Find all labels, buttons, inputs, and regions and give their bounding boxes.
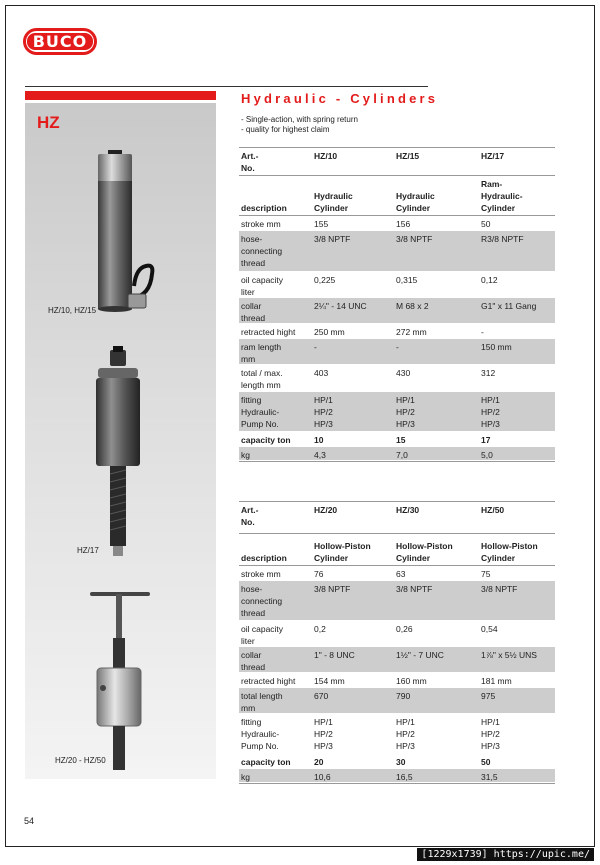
table-row — [239, 339, 555, 365]
table-cell: 30 — [396, 757, 406, 767]
table-cell: 150 mm — [481, 342, 512, 352]
table-cell: 3/8 NPTF — [396, 584, 433, 594]
table-cell: HP/1 HP/2 HP/3 — [314, 395, 333, 429]
table-bottom-rule — [239, 783, 555, 784]
table-cell: 312 — [481, 368, 496, 378]
table-cell: HP/1 HP/2 HP/3 — [396, 717, 415, 751]
row-label: capacity ton — [241, 757, 291, 767]
table-cell: HZ/15 — [396, 151, 420, 161]
table-cell: 154 mm — [314, 676, 345, 686]
table-row — [239, 754, 555, 769]
table-row — [239, 769, 555, 783]
table-cell: 0,26 — [396, 624, 413, 634]
table-row — [239, 714, 555, 754]
table-cell: 7,0 — [396, 450, 408, 460]
table-cell: 790 — [396, 691, 411, 701]
feature-item: - Single-action, with spring return — [241, 115, 358, 124]
table-cell: - — [314, 342, 317, 352]
table-cell: 1" - 8 UNC — [314, 650, 355, 660]
table-row — [239, 231, 555, 272]
row-label: collar thread — [241, 650, 266, 672]
table-cell: 160 mm — [396, 676, 427, 686]
table-cell: 1½" - 7 UNC — [396, 650, 444, 660]
feature-list — [241, 115, 358, 135]
image-caption-hz20: HZ/20 - HZ/50 — [55, 756, 106, 765]
row-label: stroke mm — [241, 569, 281, 579]
table-cell: 0,2 — [314, 624, 326, 634]
table-row — [239, 324, 555, 339]
table-row — [239, 566, 555, 581]
table-cell: 155 — [314, 219, 329, 229]
page-title: Hydraulic - Cylinders — [241, 91, 439, 106]
header-rule — [25, 86, 428, 87]
table-row — [239, 534, 555, 566]
table-cell: 975 — [481, 691, 496, 701]
row-label: stroke mm — [241, 219, 281, 229]
table-cell: 403 — [314, 368, 329, 378]
row-label: capacity ton — [241, 435, 291, 445]
table-row — [239, 216, 555, 231]
table-row — [239, 176, 555, 216]
table-cell: 10,6 — [314, 772, 331, 782]
table-cell: 3/8 NPTF — [314, 234, 351, 244]
table-cell: HP/1 HP/2 HP/3 — [481, 717, 500, 751]
cylinder-hz20-image — [85, 588, 165, 778]
table-cell: 156 — [396, 219, 411, 229]
table-cell: 17 — [481, 435, 491, 445]
spec-table-hz20-hz50 — [239, 501, 555, 784]
table-cell: 250 mm — [314, 327, 345, 337]
row-label: description — [241, 203, 287, 213]
watermark: [1229x1739] https://upic.me/ — [417, 848, 594, 861]
table-cell: HZ/30 — [396, 505, 420, 515]
table-cell: 50 — [481, 757, 491, 767]
row-label: collar thread — [241, 301, 266, 323]
table-cell: M 68 x 2 — [396, 301, 429, 311]
table-cell: 31,5 — [481, 772, 498, 782]
red-accent-bar — [25, 91, 216, 100]
table-cell: HP/1 HP/2 HP/3 — [314, 717, 333, 751]
table-cell: 15 — [396, 435, 406, 445]
table-cell: G1" x 11 Gang — [481, 301, 537, 311]
table-cell: HZ/50 — [481, 505, 505, 515]
table-cell: 0,225 — [314, 275, 336, 285]
spec-table-hz10-hz17 — [239, 147, 555, 462]
row-label: fitting Hydraulic- Pump No. — [241, 395, 280, 429]
table-bottom-rule — [239, 461, 555, 462]
feature-item: - quality for highest claim — [241, 125, 330, 134]
table-cell: R3/8 NPTF — [481, 234, 524, 244]
table-cell: Hollow-Piston Cylinder — [396, 541, 453, 563]
row-label: Art.- No. — [241, 505, 259, 527]
row-label: ram length mm — [241, 342, 282, 364]
row-label: kg — [241, 450, 250, 460]
table-row — [239, 581, 555, 621]
row-label: hose- connecting thread — [241, 234, 283, 268]
table-cell: Hydraulic Cylinder — [314, 191, 353, 213]
table-cell: 63 — [396, 569, 406, 579]
buco-logo — [23, 28, 97, 55]
row-label: Art.- No. — [241, 151, 259, 173]
table-cell: 0,12 — [481, 275, 498, 285]
row-label: retracted hight — [241, 327, 296, 337]
table-cell: 1⅞" x 5½ UNS — [481, 650, 537, 660]
row-label: retracted hight — [241, 676, 296, 686]
table-row — [239, 432, 555, 447]
row-label: total length mm — [241, 691, 283, 713]
table-cell: 430 — [396, 368, 411, 378]
table-cell: HZ/17 — [481, 151, 505, 161]
table-header-row — [239, 148, 555, 176]
section-tag: HZ — [37, 113, 60, 132]
image-caption-hz17: HZ/17 — [77, 546, 99, 555]
table-cell: HZ/10 — [314, 151, 338, 161]
table-cell: Hydraulic Cylinder — [396, 191, 435, 213]
logo-text: BUCO — [27, 33, 94, 50]
table-row — [239, 447, 555, 461]
table-cell: 2¼" - 14 UNC — [314, 301, 367, 311]
table-header-row — [239, 502, 555, 534]
table-row — [239, 298, 555, 324]
table-cell: 20 — [314, 757, 324, 767]
table-row — [239, 647, 555, 673]
row-label: hose- connecting thread — [241, 584, 283, 618]
table-cell: 5,0 — [481, 450, 493, 460]
table-cell: 3/8 NPTF — [481, 584, 518, 594]
table-cell: 4,3 — [314, 450, 326, 460]
table-cell: HP/1 HP/2 HP/3 — [481, 395, 500, 429]
row-label: oil capacity liter — [241, 624, 284, 646]
table-cell: HP/1 HP/2 HP/3 — [396, 395, 415, 429]
table-cell: Ram- Hydraulic- Cylinder — [481, 179, 523, 213]
table-row — [239, 621, 555, 647]
table-row — [239, 392, 555, 432]
table-cell: 670 — [314, 691, 329, 701]
table-row — [239, 365, 555, 392]
table-cell: 10 — [314, 435, 324, 445]
cylinder-hz17-image — [90, 346, 160, 561]
row-label: total / max. length mm — [241, 368, 283, 390]
page-number: 54 — [24, 816, 35, 826]
table-cell: 0,315 — [396, 275, 418, 285]
table-cell: - — [396, 342, 399, 352]
row-label: fitting Hydraulic- Pump No. — [241, 717, 280, 751]
row-label: kg — [241, 772, 250, 782]
table-cell: 3/8 NPTF — [396, 234, 433, 244]
table-cell: - — [481, 327, 484, 337]
image-caption-hz10: HZ/10, HZ/15 — [48, 306, 97, 315]
table-row — [239, 272, 555, 298]
table-cell: 272 mm — [396, 327, 427, 337]
table-cell: Hollow-Piston Cylinder — [481, 541, 538, 563]
product-image-column — [25, 103, 216, 779]
table-cell: 76 — [314, 569, 324, 579]
table-cell: 16,5 — [396, 772, 413, 782]
table-row — [239, 673, 555, 688]
cylinder-hz10-image — [90, 148, 180, 318]
table-cell: 3/8 NPTF — [314, 584, 351, 594]
table-cell: Hollow-Piston Cylinder — [314, 541, 371, 563]
row-label: oil capacity liter — [241, 275, 284, 297]
row-label: description — [241, 553, 287, 563]
table-row — [239, 688, 555, 714]
table-cell: HZ/20 — [314, 505, 338, 515]
table-cell: 181 mm — [481, 676, 512, 686]
table-cell: 75 — [481, 569, 491, 579]
table-cell: 50 — [481, 219, 491, 229]
table-cell: 0,54 — [481, 624, 498, 634]
